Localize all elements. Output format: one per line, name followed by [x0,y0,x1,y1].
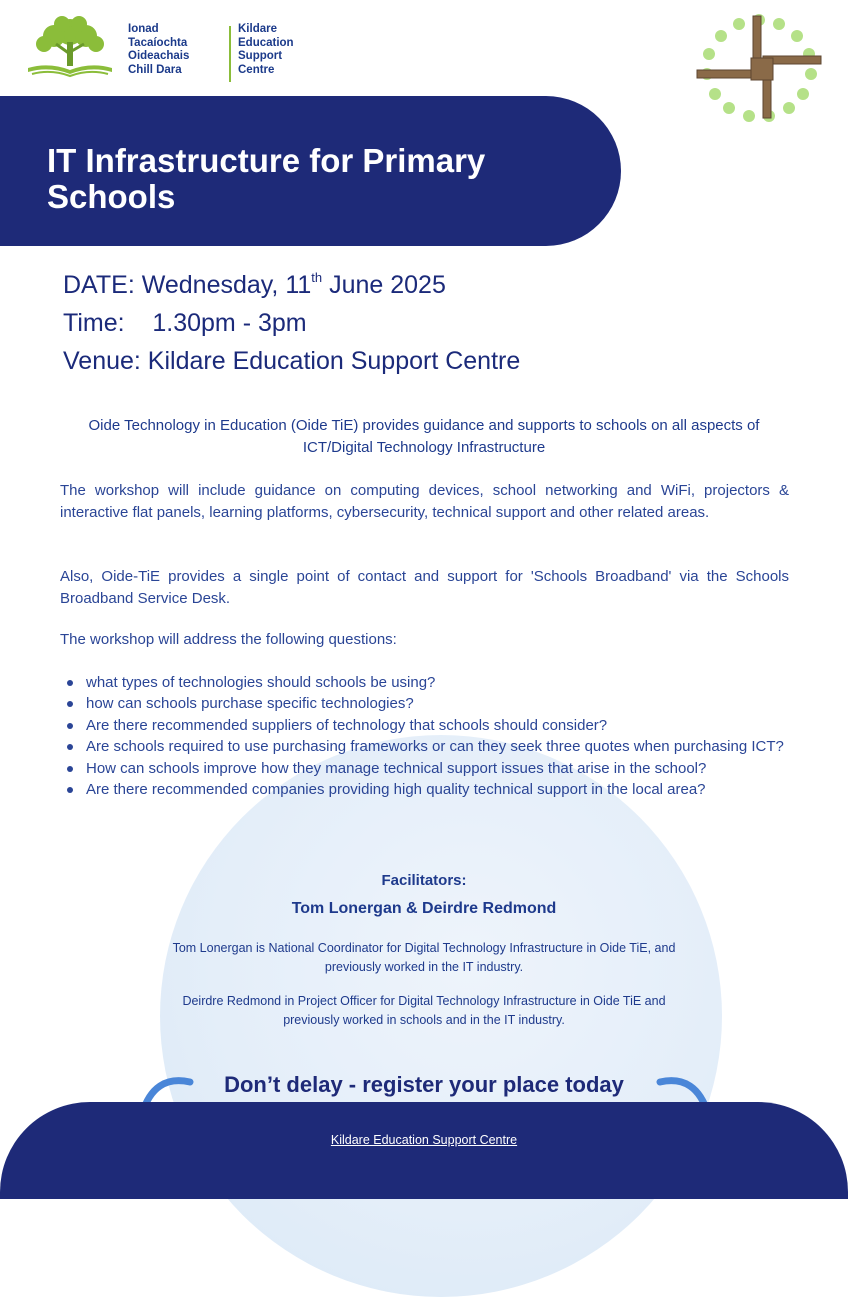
event-date: DATE: Wednesday, 11th June 2025 [63,270,446,299]
list-item: what types of technologies should schools be using? [62,672,789,693]
questions-list [62,672,789,800]
bullet-icon [67,723,73,729]
facilitators-heading: Facilitators: [381,872,467,889]
list-item: Are schools required to use purchasing frameworks or can they seek three quotes when purchasing ICT? [62,736,789,757]
broadband-paragraph: Also, Oide-TiE provides a single point of contact and support for 'Schools Broadband' via the Schools Broadband Service Desk. [60,568,789,607]
workshop-paragraph: The workshop will include guidance on computing devices, school networking and WiFi, projectors & interactive flat panels, learning platforms, cybersecurity, technical support and other related areas. [60,482,789,521]
brigid-cross-icon [693,12,825,122]
bio-tom-lonergan: Tom Lonergan is National Coordinator for Digital Technology Infrastructure in Oide TiE, and previously worked in the IT industry. [172,941,676,974]
logo-text-english: Kildare Education Support Centre [238,23,294,76]
bullet-icon [67,787,73,793]
list-item: How can schools improve how they manage technical support issues that arise in the school? [62,758,789,779]
event-time: Time: 1.30pm - 3pm [63,309,307,337]
register-call-to-action: Don’t delay - register your place today [224,1072,624,1097]
bullet-icon [67,680,73,686]
bullet-icon [67,744,73,750]
list-item: Are there recommended companies providing high quality technical support in the local area? [62,779,789,800]
list-item: Are there recommended suppliers of technology that schools should consider? [62,715,789,736]
logo-text-irish: Ionad Tacaíochta Oideachais Chill Dara [128,23,190,76]
bio-deirdre-redmond: Deirdre Redmond in Project Officer for Digital Technology Infrastructure in Oide TiE and previously worked in schools and in the IT industry. [182,994,666,1027]
footer-band [0,1102,848,1199]
facilitators-names: Tom Lonergan & Deirdre Redmond [291,900,557,917]
page-title: IT Infrastructure for Primary Schools [47,142,486,215]
event-venue: Venue: Kildare Education Support Centre [63,347,521,375]
tree-logo-icon [24,14,116,82]
bullet-icon [67,701,73,707]
intro-text: Oide Technology in Education (Oide TiE) provides guidance and supports to schools on all aspects of ICT/Digital Technology Infrastructure [88,417,760,456]
bullet-icon [67,766,73,772]
footer-link[interactable]: Kildare Education Support Centre [330,1133,518,1147]
logo-divider [229,26,231,82]
list-item: how can schools purchase specific technologies? [62,693,789,714]
questions-intro: The workshop will address the following questions: [60,631,397,648]
